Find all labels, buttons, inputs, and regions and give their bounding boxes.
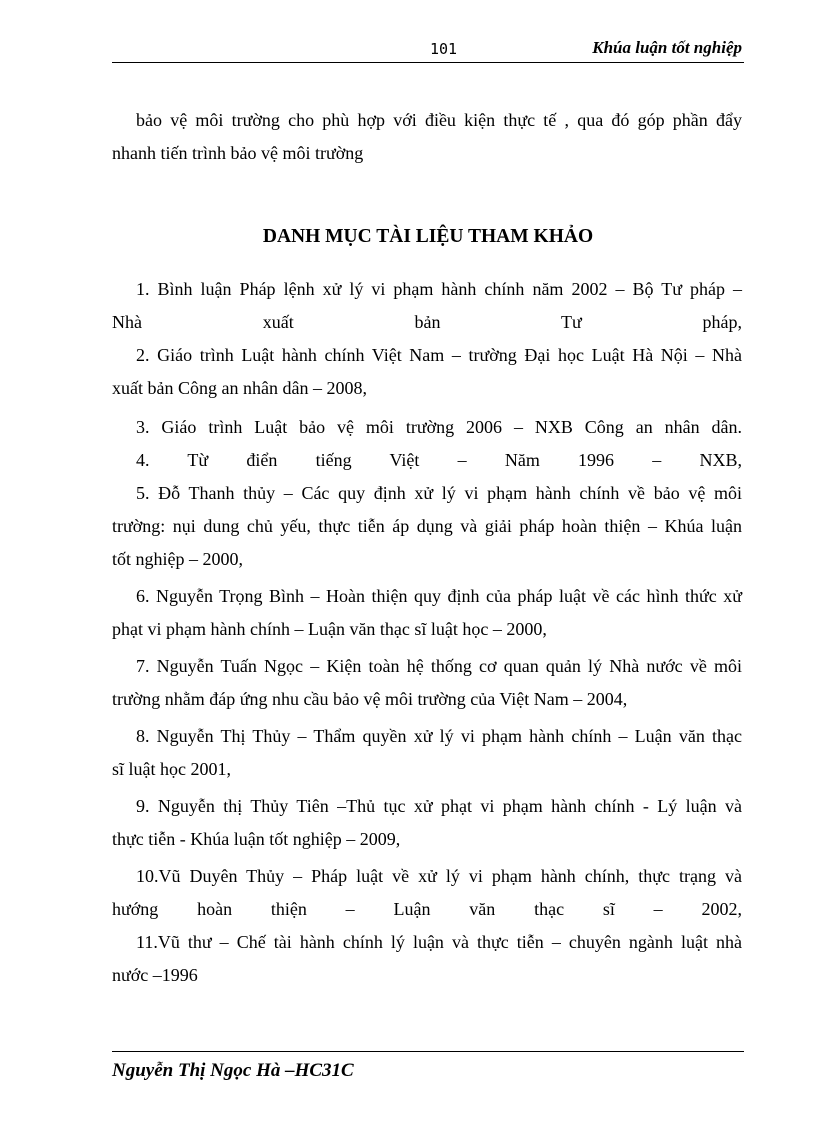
reference-line: 3. Giáo trình Luật bảo vệ môi trường 2006 – NXB Công an nhân dân.	[136, 417, 742, 437]
reference-item	[112, 860, 742, 926]
reference-item	[112, 790, 742, 856]
running-title: Khúa luận tốt nghiệp	[592, 38, 742, 57]
reference-item	[112, 650, 742, 716]
intro-line: bảo vệ môi trường cho phù hợp với điều kiện thực tế , qua đó góp phần đẩy	[136, 110, 742, 130]
reference-item	[112, 273, 742, 339]
intro-paragraph	[112, 104, 742, 170]
reference-line: hướng hoàn thiện – Luận văn thạc sĩ – 2002,	[112, 899, 742, 919]
reference-line: Nhà xuất bản Tư pháp,	[112, 312, 742, 332]
reference-item	[112, 580, 742, 646]
reference-line: thực tiễn - Khúa luận tốt nghiệp – 2009,	[112, 829, 401, 849]
reference-line: xuất bản Công an nhân dân – 2008,	[112, 378, 367, 398]
footer-rule	[112, 1051, 744, 1052]
reference-item	[112, 477, 742, 576]
intro-line: nhanh tiến trình bảo vệ môi trường	[112, 143, 364, 163]
reference-line: 7. Nguyễn Tuấn Ngọc – Kiện toàn hệ thống cơ quan quản lý Nhà nước về môi	[136, 656, 742, 676]
reference-line: trường: nụi dung chủ yếu, thực tiễn áp dụng và giải pháp hoàn thiện – Khúa luận	[112, 516, 742, 536]
reference-line: 8. Nguyễn Thị Thủy – Thẩm quyền xử lý vi phạm hành chính – Luận văn thạc	[136, 726, 742, 746]
page-number: 101	[430, 40, 458, 58]
page-header	[112, 38, 744, 63]
reference-item	[112, 926, 742, 992]
reference-line: trường nhằm đáp ứng nhu cầu bảo vệ môi trường của Việt Nam – 2004,	[112, 689, 628, 709]
reference-item	[112, 339, 742, 405]
reference-line: nước –1996	[112, 965, 198, 985]
references-heading: DANH MỤC TÀI LIỆU THAM KHẢO	[262, 226, 594, 247]
footer-author: Nguyễn Thị Ngọc Hà –HC31C	[112, 1060, 354, 1081]
reference-item	[112, 720, 742, 786]
reference-item	[112, 411, 742, 444]
reference-line: 5. Đỗ Thanh thủy – Các quy định xử lý vi phạm hành chính về bảo vệ môi	[136, 483, 742, 503]
reference-line: tốt nghiệp – 2000,	[112, 549, 243, 569]
reference-item	[112, 444, 742, 477]
reference-list	[112, 273, 742, 992]
reference-line: 9. Nguyễn thị Thủy Tiên –Thủ tục xử phạt vi phạm hành chính - Lý luận và	[136, 796, 742, 816]
reference-line: 4. Từ điển tiếng Việt – Năm 1996 – NXB,	[136, 450, 742, 470]
reference-line: 2. Giáo trình Luật hành chính Việt Nam – trường Đại học Luật Hà Nội – Nhà	[136, 345, 742, 365]
reference-line: 6. Nguyễn Trọng Bình – Hoàn thiện quy định của pháp luật về các hình thức xử	[136, 586, 742, 606]
reference-line: 10.Vũ Duyên Thủy – Pháp luật về xử lý vi phạm hành chính, thực trạng và	[136, 866, 742, 886]
reference-line: sĩ luật học 2001,	[112, 759, 231, 779]
reference-line: 1. Bình luận Pháp lệnh xử lý vi phạm hành chính năm 2002 – Bộ Tư pháp –	[136, 279, 742, 299]
reference-line: phạt vi phạm hành chính – Luận văn thạc sĩ luật học – 2000,	[112, 619, 547, 639]
reference-line: 11.Vũ thư – Chế tài hành chính lý luận và thực tiễn – chuyên ngành luật nhà	[136, 932, 742, 952]
